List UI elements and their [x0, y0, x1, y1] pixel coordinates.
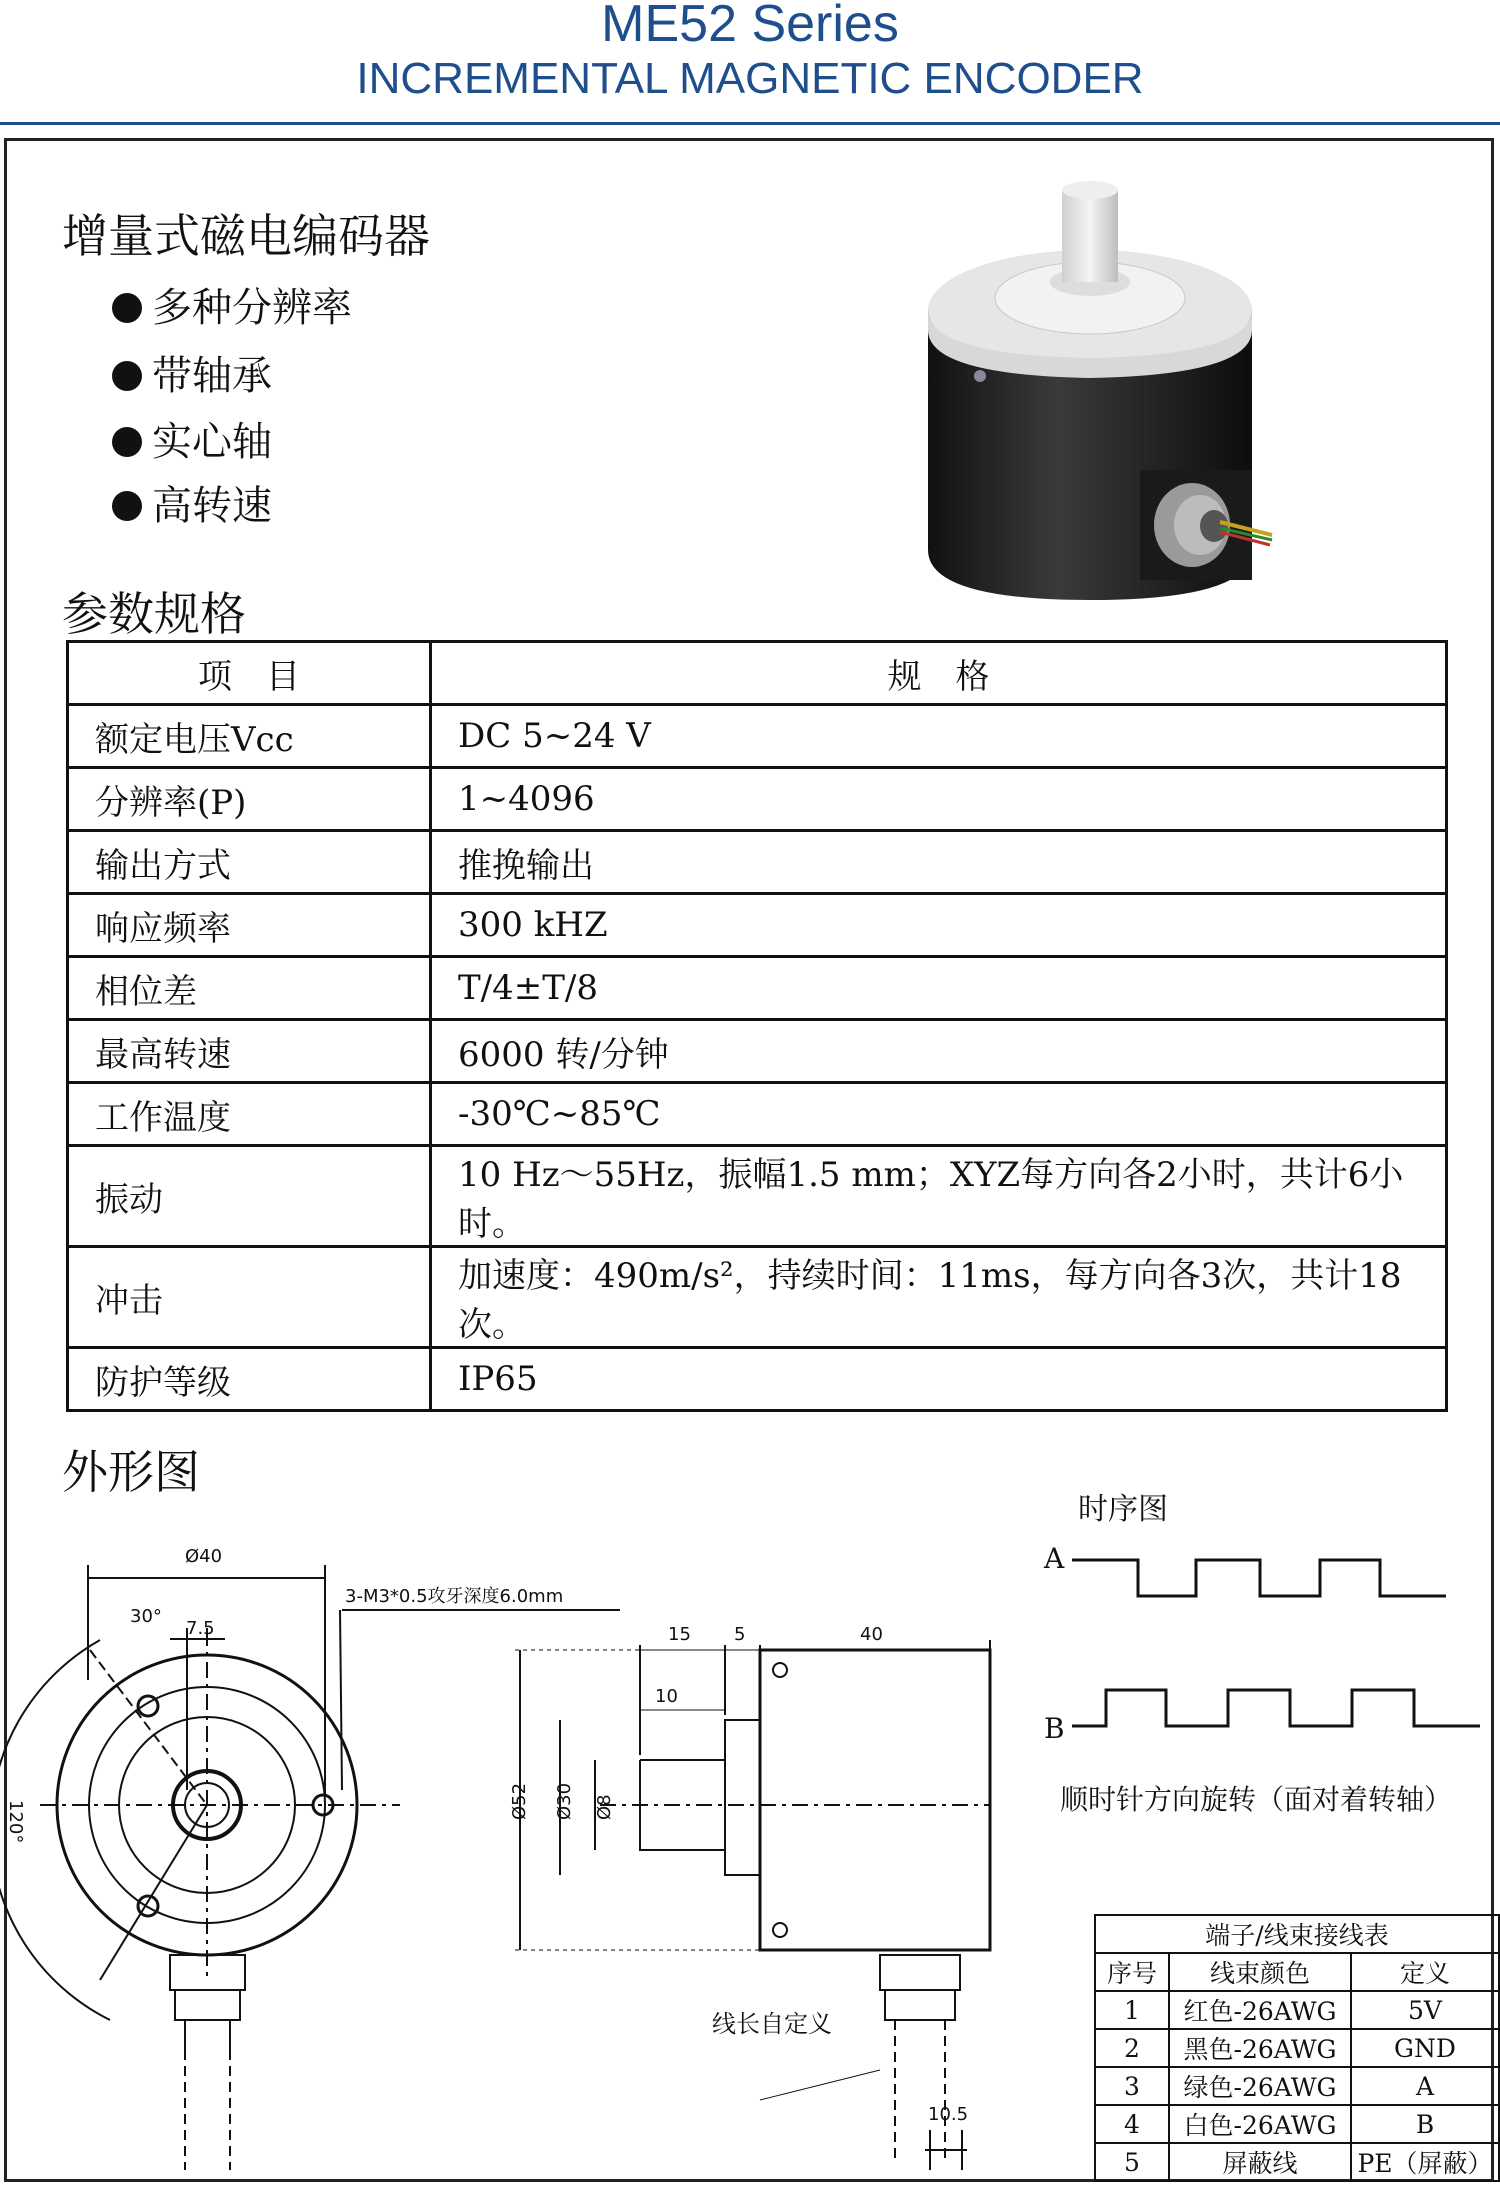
dim-d8: Ø8 [594, 1794, 615, 1820]
spec-label: 相位差 [68, 957, 431, 1020]
cable-length-note: 线长自定义 [712, 2010, 832, 2038]
spec-label: 额定电压Vcc [68, 705, 431, 768]
series-title: ME52 Series [601, 0, 899, 53]
spec-label: 响应频率 [68, 894, 431, 957]
spec-label: 工作温度 [68, 1083, 431, 1146]
table-row [68, 1247, 1447, 1348]
dim-d40: Ø40 [185, 1546, 223, 1567]
rotation-note: 顺时针方向旋转（面对着转轴） [1060, 1783, 1453, 1816]
spec-value: 1~4096 [431, 768, 1447, 831]
dim-5: 5 [734, 1624, 746, 1645]
wiring-table [1094, 1914, 1500, 2182]
dim-angle-30: 30° [130, 1606, 162, 1627]
dim-15: 15 [668, 1624, 691, 1645]
dim-thread: 3-M3*0.5攻牙深度6.0mm [345, 1586, 564, 1607]
bullet-icon [112, 491, 142, 521]
channel-b-wave [1072, 1690, 1480, 1726]
spec-value: 加速度：490m/s²，持续时间：11ms，每方向各3次，共计18次。 [431, 1247, 1447, 1348]
table-row [68, 1146, 1447, 1247]
dim-d30: Ø30 [554, 1782, 575, 1820]
timing-waveforms [1070, 1550, 1490, 1730]
dim-angle-120: 120° [5, 1800, 26, 1844]
table-row [68, 831, 1447, 894]
dim-d52: Ø52 [509, 1782, 530, 1820]
spec-value: IP65 [431, 1348, 1447, 1411]
table-row: 3 绿色-26AWG A [1095, 2067, 1499, 2105]
table-row: 2 黑色-26AWG GND [1095, 2029, 1499, 2067]
channel-a-label: A [1044, 1542, 1065, 1575]
table-row [68, 1348, 1447, 1411]
spec-label: 最高转速 [68, 1020, 431, 1083]
spec-value: T/4±T/8 [431, 957, 1447, 1020]
bullet-icon [112, 293, 142, 323]
wiring-title-row [1095, 1915, 1499, 1953]
timing-heading: 时序图 [1078, 1492, 1168, 1527]
spec-label: 输出方式 [68, 831, 431, 894]
spec-label: 冲击 [68, 1247, 431, 1348]
product-heading: 增量式磁电编码器 [62, 209, 430, 263]
dim-10-5: 10.5 [928, 2104, 969, 2125]
table-header-row [68, 642, 1447, 705]
feature-item: 多种分辨率 [112, 276, 352, 333]
column-header: 线束颜色 [1169, 1953, 1351, 1991]
product-subtitle: INCREMENTAL MAGNETIC ENCODER [356, 54, 1144, 103]
spec-value: DC 5~24 V [431, 705, 1447, 768]
feature-item: 带轴承 [112, 344, 272, 401]
dim-40: 40 [860, 1624, 883, 1645]
table-row [68, 957, 1447, 1020]
wiring-title: 端子/线束接线表 [1095, 1915, 1499, 1953]
channel-a-wave [1072, 1560, 1446, 1596]
header-divider [0, 122, 1500, 125]
table-row: 4 白色-26AWG B [1095, 2105, 1499, 2143]
spec-value: 6000 转/分钟 [431, 1020, 1447, 1083]
table-row [68, 768, 1447, 831]
specs-heading: 参数规格 [62, 587, 246, 641]
column-header-spec: 规 格 [431, 642, 1447, 705]
table-row: 1 红色-26AWG 5V [1095, 1991, 1499, 2029]
spec-label: 分辨率(P) [68, 768, 431, 831]
spec-value: 推挽输出 [431, 831, 1447, 894]
column-header-item: 项 目 [68, 642, 431, 705]
bullet-icon [112, 361, 142, 391]
wiring-header-row [1095, 1953, 1499, 1991]
dim-7-5: 7.5 [186, 1618, 215, 1639]
spec-value: -30℃~85℃ [431, 1083, 1447, 1146]
table-row: 5 屏蔽线 PE（屏蔽） [1095, 2143, 1499, 2181]
outline-heading: 外形图 [62, 1445, 200, 1499]
feature-item: 实心轴 [112, 410, 272, 467]
table-row [68, 894, 1447, 957]
bullet-icon [112, 427, 142, 457]
spec-label: 振动 [68, 1146, 431, 1247]
table-row [68, 1020, 1447, 1083]
outline-drawing [0, 1510, 1000, 2185]
specs-table [66, 640, 1448, 1412]
dim-10: 10 [655, 1686, 678, 1707]
feature-item: 高转速 [112, 474, 272, 531]
channel-b-label: B [1044, 1712, 1065, 1745]
table-row [68, 1083, 1447, 1146]
column-header: 定义 [1351, 1953, 1499, 1991]
column-header: 序号 [1095, 1953, 1169, 1991]
spec-value: 300 kHZ [431, 894, 1447, 957]
encoder-photo [900, 180, 1300, 620]
spec-value: 10 Hz～55Hz，振幅1.5 mm；XYZ每方向各2小时，共计6小时。 [431, 1146, 1447, 1247]
table-row [68, 705, 1447, 768]
spec-label: 防护等级 [68, 1348, 431, 1411]
